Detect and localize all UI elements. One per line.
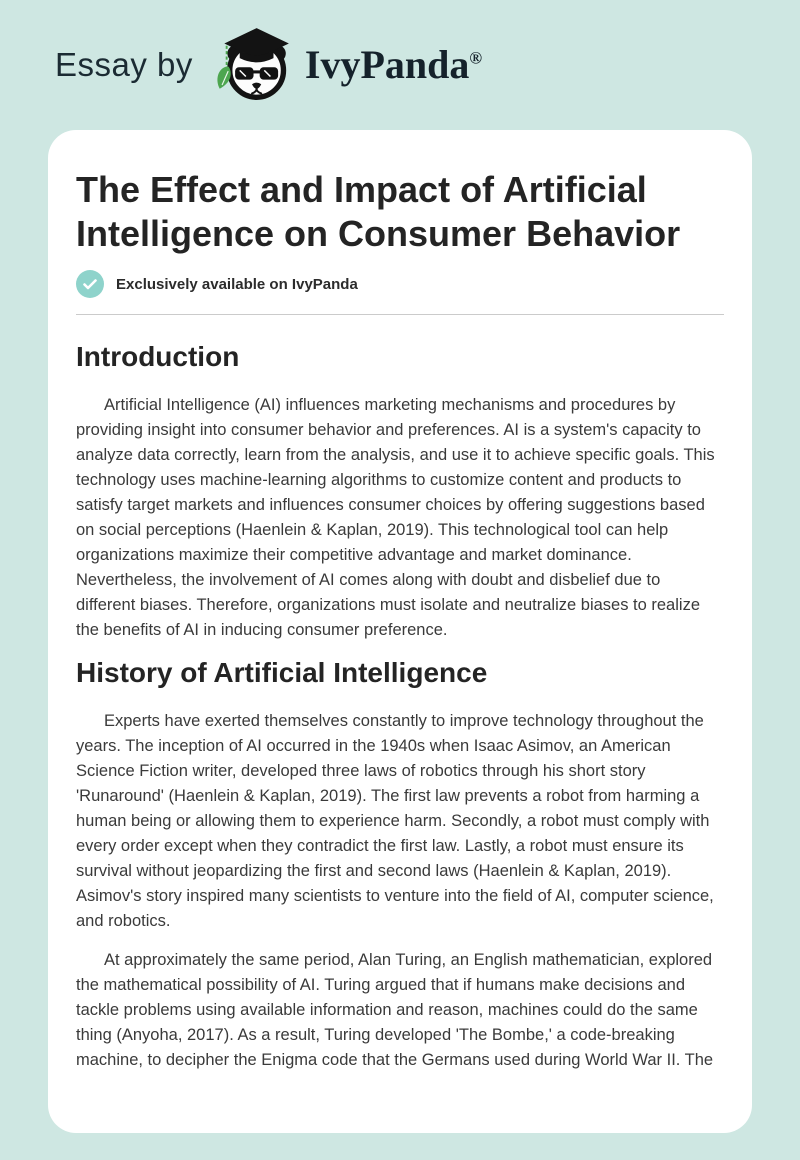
brand-wordmark [304,42,483,87]
brand-name: IvyPanda [304,42,470,87]
essay-title: The Effect and Impact of Artificial Intelligence on Consumer Behavior [76,169,681,254]
essay-card [48,130,752,1133]
badge-label: Exclusively available on IvyPanda [116,275,358,293]
section-heading-introduction: Introduction [76,341,240,372]
checkmark-icon [76,270,104,298]
ivypanda-panda-logo-icon [209,25,295,105]
paragraph-history-1: Experts have exerted themselves constantly to improve technology throughout the years. The inception of AI occurred in the 1940s when Isaac Asimov, an American Science Fiction writer, developed three laws of robotics through his short story 'Runaround' (Haenlein & Kaplan, 2019). The first law prevents a robot from harming a human being or allowing them to experience harm. Secondly, a robot must comply with every order except when they contradict the first law. Lastly, a robot must ensure its survival without jeopardizing the first and second laws (Haenlein & Kaplan, 2019). Asimov's story inspired many scientists to venture into the field of AI, computer science, and robotics. [76,712,714,930]
essay-by-label: Essay by [55,46,193,83]
registered-trademark-symbol: ® [469,48,483,68]
exclusive-badge [76,270,724,298]
paragraph-introduction: Artificial Intelligence (AI) influences marketing mechanisms and procedures by providing insight into consumer behavior and preferences. AI is a system's capacity to analyze data correctly, learn from the analysis, and use it to achieve specific goals. This technology uses machine-learning algorithms to customize content and products to satisfy target markets and influences consumer choices by offering suggestions based on social perceptions (Haenlein & Kaplan, 2019). This technological tool can help organizations maximize their competitive advantage and market dominance. Nevertheless, the involvement of AI comes along with doubt and disbelief due to different biases. Therefore, organizations must isolate and neutralize biases to realize the benefits of AI in inducing consumer preference. [76,396,715,639]
section-heading-history: History of Artificial Intelligence [76,657,488,688]
divider [76,314,724,315]
page-header [0,0,800,130]
paragraph-history-2: At approximately the same period, Alan Turing, an English mathematician, explored the mathematical possibility of AI. Turing argued that if humans make decisions and tackle problems using available information and reason, machines could do the same thing (Anyoha, 2017). As a result, Turing developed 'The Bombe,' a code-breaking machine, to decipher the Enigma code that the Germans used during World War II. The [76,951,714,1069]
